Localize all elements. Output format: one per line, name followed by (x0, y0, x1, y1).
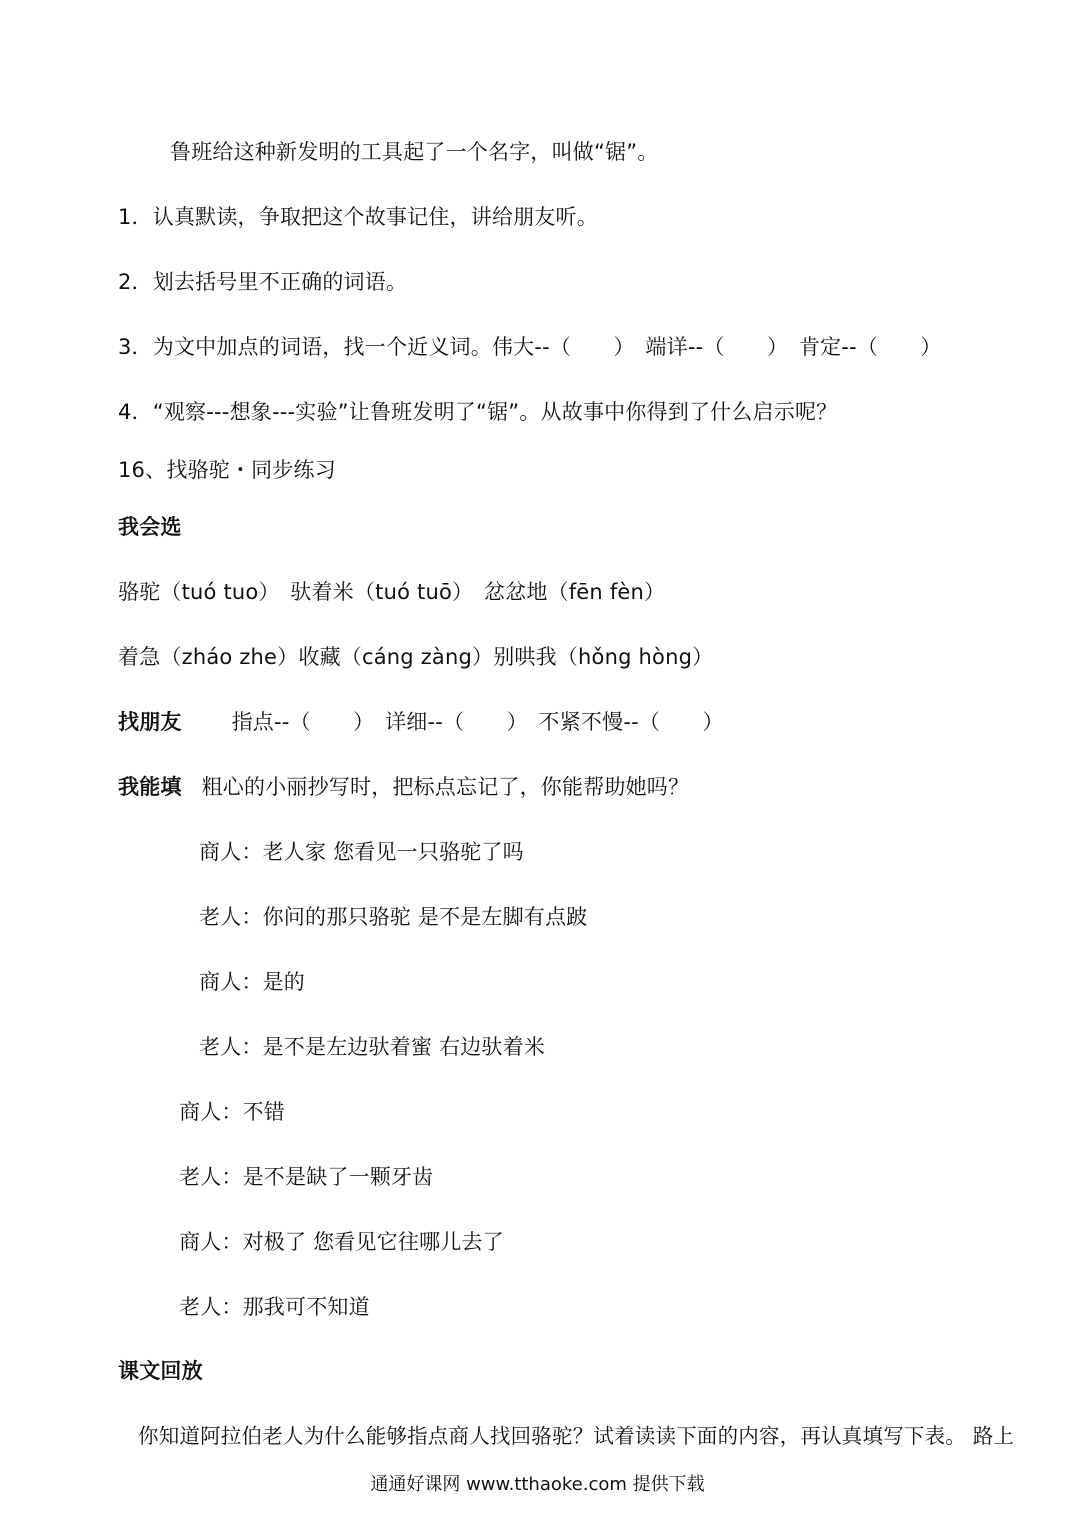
section-heading-friends: 找朋友 (118, 710, 182, 734)
dialogue-line-3: 商人：是的 (199, 970, 305, 994)
question-2: 2．划去括号里不正确的词语。 (118, 270, 408, 294)
fill-row (118, 772, 689, 802)
friends-row (118, 707, 724, 737)
choose-line-1: 骆驼（tuó tuo） 驮着米（tuó tuō） 忿忿地（fēn fèn） (118, 580, 666, 604)
review-text: 你知道阿拉伯老人为什么能够指点商人找回骆驼？试着读读下面的内容，再认真填写下表。 路上 (138, 1424, 1015, 1448)
fill-prompt: 粗心的小丽抄写时，把标点忘记了，你能帮助她吗？ (201, 775, 690, 799)
intro-line: 鲁班给这种新发明的工具起了一个名字，叫做“锯”。 (170, 140, 659, 164)
dialogue-line-6: 老人：是不是缺了一颗牙齿 (179, 1165, 434, 1189)
page-footer: 通通好课网 www.tthaoke.com 提供下载 (370, 1474, 705, 1495)
question-3: 3．为文中加点的词语，找一个近义词。伟大--（ ） 端详--（ ） 肯定--（ ） (118, 335, 942, 359)
choose-line-2: 着急（zháo zhe）收藏（cáng zàng）别哄我（hǒng hòng） (118, 645, 714, 669)
dialogue-line-5: 商人：不错 (179, 1100, 285, 1124)
question-4: 4．“观察---想象---实验”让鲁班发明了“锯”。从故事中你得到了什么启示呢？ (118, 400, 838, 424)
dialogue-line-8: 老人：那我可不知道 (179, 1295, 370, 1319)
lesson-title: 16、找骆驼・同步练习 (118, 458, 336, 482)
section-heading-fill: 我能填 (118, 775, 182, 799)
dialogue-line-4: 老人：是不是左边驮着蜜 右边驮着米 (199, 1035, 546, 1059)
question-1: 1．认真默读，争取把这个故事记住，讲给朋友听。 (118, 205, 598, 229)
section-heading-choose: 我会选 (118, 515, 182, 539)
dialogue-line-2: 老人：你问的那只骆驼 是不是左脚有点跛 (199, 905, 588, 929)
section-heading-review: 课文回放 (118, 1359, 203, 1383)
dialogue-line-7: 商人：对极了 您看见它往哪儿去了 (179, 1230, 504, 1254)
friends-text: 指点--（ ） 详细--（ ） 不紧不慢--（ ） (231, 710, 724, 734)
dialogue-line-1: 商人：老人家 您看见一只骆驼了吗 (199, 840, 524, 864)
